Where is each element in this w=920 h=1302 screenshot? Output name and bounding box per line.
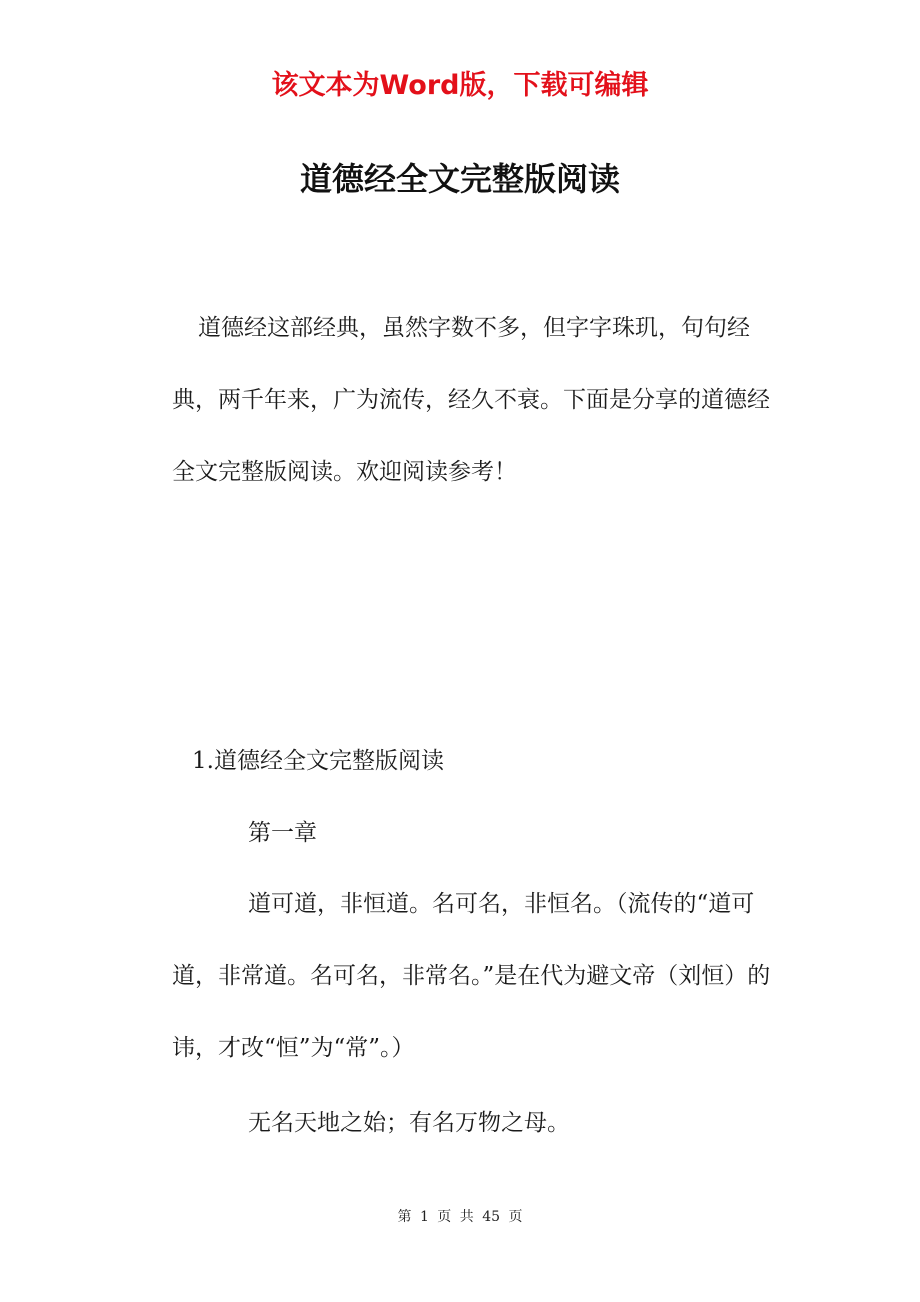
- chapter-paragraph-2: 无名天地之始；有名万物之母。: [248, 1110, 570, 1136]
- document-title: 道德经全文完整版阅读: [299, 160, 620, 198]
- page-number-footer: 第 1 页 共 45 页: [397, 1209, 523, 1225]
- section-heading: 1.道德经全文完整版阅读: [192, 748, 444, 774]
- intro-paragraph: 道德经这部经典，虽然字数不多，但字字珠玑，句句经典，两千年来，广为流传，经久不衰。下面是分享的道德经全文完整版阅读。欢迎阅读参考！: [172, 315, 770, 485]
- chapter-heading: 第一章: [248, 820, 317, 846]
- chapter-paragraph-1: 道可道，非恒道。名可名，非恒名。（流传的“道可道，非常道。名可名，非常名。”是在代为避文帝（刘恒）的讳，才改“恒”为“常”。）: [172, 891, 771, 1061]
- download-banner: 该文本为Word版，下载可编辑: [271, 70, 649, 101]
